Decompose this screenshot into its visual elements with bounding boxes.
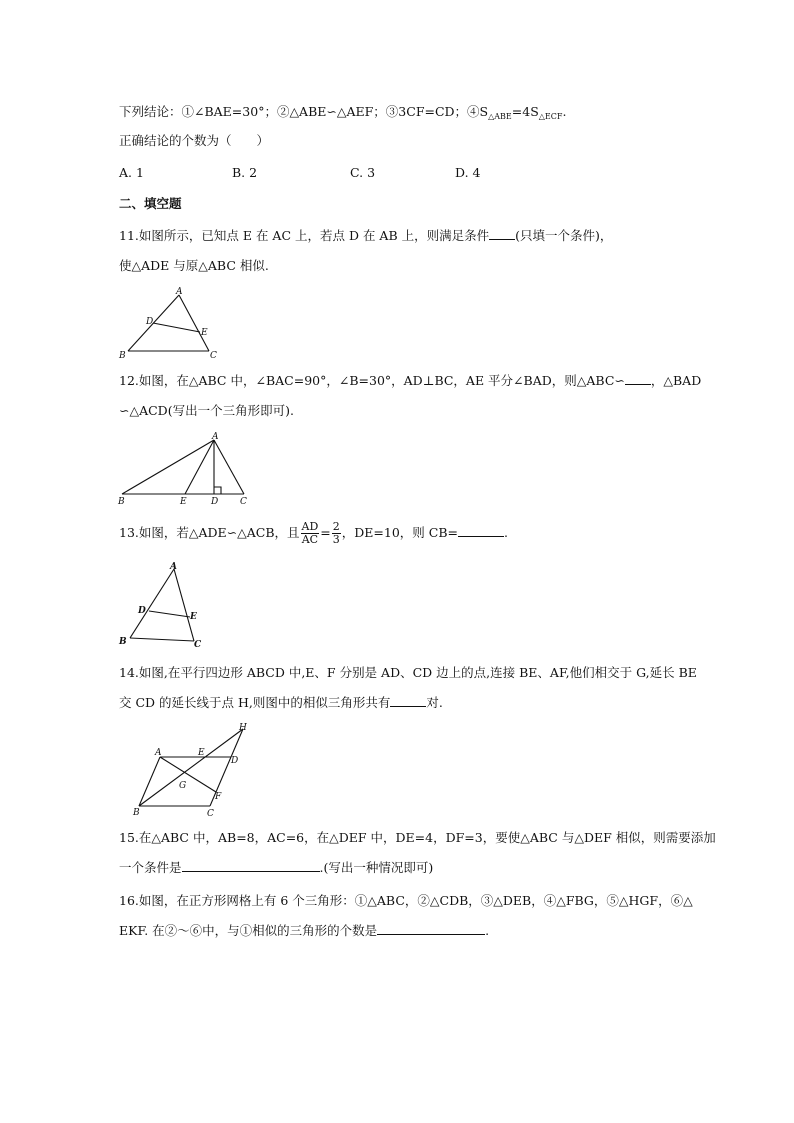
q13-fraction-ad-ac: $\frac{AD}{AC}$: [301, 520, 319, 546]
q13-label-e: E: [190, 612, 197, 622]
q11-label-d: D: [146, 317, 154, 327]
q14-label-c: C: [207, 809, 214, 819]
q11-label-e: E: [201, 328, 208, 338]
q11-line2: 使△ADE 与原△ABC 相似.: [119, 258, 269, 273]
q14-label-a: A: [155, 748, 162, 758]
q16-line1: 16.如图，在正方形网格上有 6 个三角形：①△ABC，②△CDB，③△DEB，④△FBG，⑤△HGF，⑥△: [119, 893, 693, 908]
q14-answer-blank[interactable]: [390, 694, 426, 707]
q12-label-a: A: [212, 432, 219, 442]
section-title: 二、填空题: [119, 196, 182, 211]
q12-label-d: D: [211, 497, 219, 507]
q14-label-h: H: [239, 723, 247, 733]
q14-parallelogram-figure: [125, 717, 255, 819]
q16-answer-blank[interactable]: [377, 922, 485, 935]
q14-label-g: G: [179, 781, 187, 791]
q12-label-c: C: [240, 497, 247, 507]
q14-label-d: D: [231, 756, 239, 766]
q10-option-d: D. 4: [455, 165, 481, 180]
q15-line1: 15.在△ABC 中，AB=8，AC=6，在△DEF 中，DE=4，DF=3，要使△ABC 与△DEF 相似，则需要添加: [119, 830, 716, 845]
q14-line2: 交 CD 的延长线于点 H,则图中的相似三角形共有 对.: [119, 695, 443, 710]
q11-answer-blank[interactable]: [489, 227, 515, 240]
q11-line1: 11.如图所示，已知点 E 在 AC 上，若点 D 在 AB 上，则满足条件 (只填一个条件)，: [119, 228, 613, 243]
q10-prompt: 正确结论的个数为（ ）: [119, 133, 270, 148]
q11-triangle-figure: [115, 284, 225, 362]
q11-label-a: A: [176, 287, 183, 297]
q10-conclusions: 下列结论：①∠BAE=30°；②△ABE∽△AEF；③3CF=CD；$④S_{\triangle ABE}=4S_{\triangle ECF}$.: [119, 104, 567, 121]
q12-triangle-figure: [113, 428, 258, 508]
q10-option-c: C. 3: [350, 165, 376, 180]
q13-line1: 13.如图，若△ADE∽△ACB，且 $\frac{AD}{AC}$ = $\frac{2}{3}$ ，DE=10，则 CB= .: [119, 520, 508, 546]
q15-answer-blank[interactable]: [182, 859, 320, 872]
q10-option-b: B. 2: [232, 165, 258, 180]
q14-label-b: B: [133, 808, 140, 818]
q16-line2: EKF. 在②～⑥中，与①相似的三角形的个数是 .: [119, 923, 490, 938]
q12-label-b: B: [118, 497, 125, 507]
q15-line2: 一个条件是 .(写出一种情况即可): [119, 860, 434, 875]
q13-label-b: B: [119, 637, 127, 647]
q12-line2: ∽△ACD(写出一个三角形即可).: [119, 403, 294, 418]
q13-triangle-figure: [113, 558, 213, 650]
q13-label-a: A: [170, 562, 177, 572]
q12-label-e: E: [180, 497, 187, 507]
q13-fraction-2-3: $\frac{2}{3}$: [332, 520, 340, 546]
q12-line1: 12.如图，在△ABC 中，∠BAC=90°，∠B=30°，AD⊥BC，AE 平分∠BAD，则△ABC∽ ，△BAD: [119, 373, 702, 388]
q14-label-e: E: [198, 748, 205, 758]
q13-label-d: D: [138, 606, 146, 616]
q13-label-c: C: [194, 640, 202, 650]
q13-answer-blank[interactable]: [458, 524, 504, 537]
q12-answer-blank[interactable]: [625, 372, 651, 385]
q11-label-b: B: [119, 351, 126, 361]
q11-label-c: C: [210, 351, 217, 361]
q10-option-a: A. 1: [119, 165, 144, 180]
q14-label-f: F: [215, 792, 222, 802]
q14-line1: 14.如图,在平行四边形 ABCD 中,E、F 分别是 AD、CD 边上的点,连接 BE、AF,他们相交于 G,延长 BE: [119, 665, 697, 680]
